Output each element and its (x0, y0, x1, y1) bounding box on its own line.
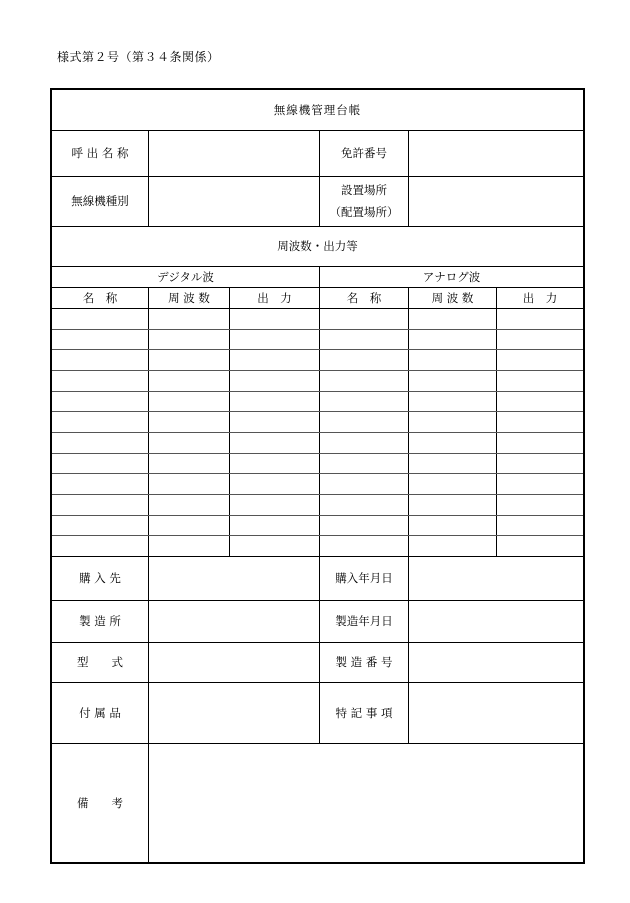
install-place-field[interactable] (409, 176, 583, 226)
digital-output-cell[interactable] (230, 411, 319, 432)
analog-output-cell[interactable] (497, 515, 583, 536)
frequency-section-heading: 周波数・出力等 (277, 239, 358, 253)
analog-output-header: 出 力 (522, 290, 558, 305)
digital-name-cell[interactable] (52, 515, 148, 536)
analog-name-cell[interactable] (320, 308, 408, 329)
analog-name-cell[interactable] (320, 473, 408, 494)
analog-output-cell[interactable] (497, 453, 583, 474)
analog-frequency-cell[interactable] (409, 515, 496, 536)
analog-name-cell[interactable] (320, 411, 408, 432)
digital-name-header: 名 称 (82, 290, 118, 305)
analog-frequency-cell[interactable] (409, 494, 496, 515)
analog-frequency-cell[interactable] (409, 308, 496, 329)
analog-frequency-cell[interactable] (409, 432, 496, 453)
digital-frequency-cell[interactable] (149, 329, 229, 350)
digital-frequency-cell[interactable] (149, 308, 229, 329)
analog-name-cell[interactable] (320, 391, 408, 412)
digital-frequency-cell[interactable] (149, 515, 229, 536)
serial-number-label: 製 造 番 号 (335, 655, 393, 669)
analog-frequency-cell[interactable] (409, 535, 496, 556)
analog-output-cell[interactable] (497, 494, 583, 515)
digital-output-cell[interactable] (230, 494, 319, 515)
call-name-label: 呼 出 名 称 (71, 146, 129, 160)
digital-output-cell[interactable] (230, 473, 319, 494)
accessories-label: 付 属 品 (79, 705, 121, 720)
digital-name-cell[interactable] (52, 411, 148, 432)
analog-output-cell[interactable] (497, 432, 583, 453)
analog-frequency-cell[interactable] (409, 411, 496, 432)
analog-frequency-cell[interactable] (409, 453, 496, 474)
install-place-label-line2: （配置場所） (329, 205, 399, 219)
model-label: 型 式 (77, 655, 123, 669)
digital-name-cell[interactable] (52, 494, 148, 515)
vendor-field[interactable] (149, 556, 319, 600)
radio-type-label: 無線機種別 (71, 194, 129, 208)
license-number-label: 免許番号 (341, 146, 387, 160)
analog-output-cell[interactable] (497, 411, 583, 432)
digital-output-cell[interactable] (230, 349, 319, 370)
digital-name-cell[interactable] (52, 453, 148, 474)
analog-name-cell[interactable] (320, 453, 408, 474)
remarks-label: 備 考 (77, 795, 123, 810)
install-place-label-line1: 設置場所 (341, 183, 387, 197)
digital-output-cell[interactable] (230, 535, 319, 556)
digital-name-cell[interactable] (52, 432, 148, 453)
remarks-field[interactable] (149, 743, 583, 862)
analog-name-header: 名 称 (346, 290, 382, 305)
vendor-label: 購 入 先 (79, 571, 121, 585)
analog-name-cell[interactable] (320, 432, 408, 453)
digital-output-cell[interactable] (230, 370, 319, 391)
analog-name-cell[interactable] (320, 515, 408, 536)
analog-output-cell[interactable] (497, 370, 583, 391)
analog-output-cell[interactable] (497, 308, 583, 329)
radio-type-field[interactable] (149, 176, 319, 226)
digital-name-cell[interactable] (52, 349, 148, 370)
digital-frequency-cell[interactable] (149, 432, 229, 453)
analog-frequency-cell[interactable] (409, 349, 496, 370)
install-place-label (320, 176, 408, 226)
accessories-field[interactable] (149, 682, 319, 743)
digital-frequency-cell[interactable] (149, 453, 229, 474)
analog-wave-label: アナログ波 (422, 269, 481, 284)
manufacture-date-field[interactable] (409, 600, 583, 642)
analog-frequency-cell[interactable] (409, 391, 496, 412)
call-name-field[interactable] (149, 130, 319, 176)
digital-name-cell[interactable] (52, 370, 148, 391)
digital-name-cell[interactable] (52, 473, 148, 494)
digital-output-cell[interactable] (230, 391, 319, 412)
purchase-date-label: 購入年月日 (335, 571, 393, 585)
digital-frequency-cell[interactable] (149, 391, 229, 412)
digital-output-cell[interactable] (230, 308, 319, 329)
radio-management-ledger (50, 88, 585, 864)
license-number-field[interactable] (409, 130, 583, 176)
analog-name-cell[interactable] (320, 535, 408, 556)
digital-name-cell[interactable] (52, 535, 148, 556)
analog-name-cell[interactable] (320, 349, 408, 370)
analog-frequency-cell[interactable] (409, 473, 496, 494)
purchase-date-field[interactable] (409, 556, 583, 600)
analog-name-cell[interactable] (320, 329, 408, 350)
digital-name-cell[interactable] (52, 308, 148, 329)
analog-frequency-cell[interactable] (409, 370, 496, 391)
analog-output-cell[interactable] (497, 473, 583, 494)
digital-frequency-cell[interactable] (149, 494, 229, 515)
analog-frequency-header: 周 波 数 (431, 290, 474, 305)
digital-frequency-cell[interactable] (149, 349, 229, 370)
analog-output-cell[interactable] (497, 329, 583, 350)
analog-name-cell[interactable] (320, 370, 408, 391)
digital-frequency-cell[interactable] (149, 473, 229, 494)
digital-output-cell[interactable] (230, 432, 319, 453)
analog-output-cell[interactable] (497, 349, 583, 370)
analog-name-cell[interactable] (320, 494, 408, 515)
digital-frequency-header: 周 波 数 (168, 290, 210, 305)
digital-frequency-cell[interactable] (149, 370, 229, 391)
manufacture-date-label: 製造年月日 (335, 614, 393, 628)
special-notes-label: 特 記 事 項 (335, 705, 393, 720)
digital-frequency-cell[interactable] (149, 411, 229, 432)
serial-number-field[interactable] (409, 642, 583, 682)
analog-frequency-cell[interactable] (409, 329, 496, 350)
digital-frequency-cell[interactable] (149, 535, 229, 556)
special-notes-field[interactable] (409, 682, 583, 743)
manufacturer-label: 製 造 所 (79, 614, 121, 628)
digital-output-cell[interactable] (230, 329, 319, 350)
form-reference: 様式第２号（第３４条関係） (57, 50, 220, 64)
digital-wave-label: デジタル波 (157, 269, 214, 284)
digital-output-cell[interactable] (230, 453, 319, 474)
digital-output-header: 出 力 (257, 290, 292, 305)
digital-name-cell[interactable] (52, 329, 148, 350)
ledger-title: 無線機管理台帳 (273, 103, 362, 117)
digital-output-cell[interactable] (230, 515, 319, 536)
manufacturer-field[interactable] (149, 600, 319, 642)
analog-output-cell[interactable] (497, 391, 583, 412)
digital-name-cell[interactable] (52, 391, 148, 412)
model-field[interactable] (149, 642, 319, 682)
analog-output-cell[interactable] (497, 535, 583, 556)
